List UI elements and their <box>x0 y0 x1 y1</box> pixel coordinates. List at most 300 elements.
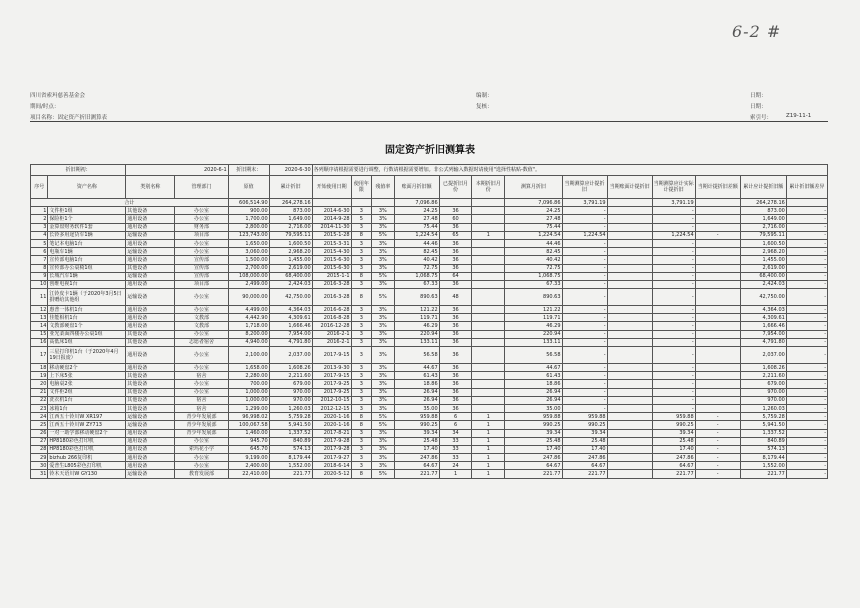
table-cell <box>695 380 740 388</box>
table-cell: 68,400.00 <box>269 272 312 280</box>
table-cell: 2017-9-15 <box>312 372 351 380</box>
table-cell: 办公室 <box>175 330 228 338</box>
table-cell: 办公室 <box>175 289 228 306</box>
table-cell: 890.63 <box>505 289 562 306</box>
table-cell: 办公室 <box>175 207 228 215</box>
table-cell: 959.88 <box>652 413 695 421</box>
table-cell: 索玛花小学 <box>175 445 228 453</box>
table-row <box>31 280 828 288</box>
table-cell: 1,337.52 <box>269 429 312 437</box>
table-cell: 1 <box>472 445 505 453</box>
table-cell: 959.88 <box>394 413 439 421</box>
table-cell <box>607 231 652 239</box>
table-cell: 36 <box>439 347 472 364</box>
table-cell: 8 <box>351 272 371 280</box>
table-cell: - <box>652 314 695 322</box>
column-header: 累计折旧额差异 <box>786 176 827 199</box>
table-cell <box>472 272 505 280</box>
table-cell: 970.00 <box>740 388 786 396</box>
table-cell: 3% <box>372 372 395 380</box>
table-row <box>31 347 828 364</box>
table-cell: 2,619.00 <box>269 264 312 272</box>
table-cell <box>695 404 740 412</box>
table-cell: 2014-11-30 <box>312 223 351 231</box>
table-cell: - <box>562 364 607 372</box>
table-cell: - <box>786 454 827 462</box>
table-cell: 3 <box>351 454 371 462</box>
table-cell: 840.89 <box>269 437 312 445</box>
table-cell: 2015-6-30 <box>312 256 351 264</box>
table-cell <box>695 338 740 346</box>
table-cell: 1 <box>472 231 505 239</box>
table-cell: 宣传部 <box>175 256 228 264</box>
table-cell <box>695 322 740 330</box>
table-cell <box>607 223 652 231</box>
table-cell: 其他设备 <box>126 404 175 412</box>
table-row <box>31 437 828 445</box>
table-cell: - <box>562 347 607 364</box>
table-cell: 64.67 <box>394 462 439 470</box>
table-cell: 108,000.00 <box>228 272 269 280</box>
table-cell: 宣传部电脑1台 <box>48 256 126 264</box>
table-cell: 5,941.50 <box>269 421 312 429</box>
table-row <box>31 306 828 314</box>
table-cell: 39.34 <box>562 429 607 437</box>
table-cell <box>472 347 505 364</box>
table-cell: 电瓶车1辆 <box>48 248 126 256</box>
table-cell: 65 <box>439 231 472 239</box>
table-row <box>31 231 828 239</box>
total-period-book: 3,791.19 <box>652 199 695 207</box>
period-end-label: 折旧期末： <box>228 165 269 176</box>
table-cell: 爱普生L805彩色打印机 <box>48 462 126 470</box>
table-cell: 29 <box>31 454 48 462</box>
project-name: 项目名称：固定资产折旧测算表 <box>30 115 108 121</box>
column-header: 当期计提折旧差额 <box>695 176 740 199</box>
table-cell: 3% <box>372 454 395 462</box>
table-cell: 26.94 <box>394 388 439 396</box>
table-cell: 3% <box>372 429 395 437</box>
table-cell: 22 <box>31 396 48 404</box>
table-cell: 44.46 <box>394 239 439 247</box>
table-cell: 82.45 <box>394 248 439 256</box>
table-cell: 江铃皮卡1辆（于2020年3月5日捐赠给其他组 <box>48 289 126 306</box>
table-cell: 3 <box>351 347 371 364</box>
table-cell <box>607 306 652 314</box>
table-cell: 96,998.02 <box>228 413 269 421</box>
table-cell: 27.48 <box>394 215 439 223</box>
table-cell: 19 <box>31 372 48 380</box>
table-cell: 通用设备 <box>126 306 175 314</box>
table-cell: 5,941.50 <box>740 421 786 429</box>
table-cell: 1,224.54 <box>562 231 607 239</box>
table-cell: 2,100.00 <box>228 347 269 364</box>
table-cell: 2015-3-31 <box>312 239 351 247</box>
table-cell: 通用设备 <box>126 280 175 288</box>
table-cell: - <box>562 380 607 388</box>
table-cell: 文教部硬盘1个 <box>48 322 126 330</box>
table-cell: 3% <box>372 330 395 338</box>
table-cell: 1 <box>472 421 505 429</box>
table-cell <box>472 404 505 412</box>
table-cell: 61.43 <box>394 372 439 380</box>
table-cell <box>472 207 505 215</box>
table-cell: - <box>786 364 827 372</box>
table-cell: 39.34 <box>505 429 562 437</box>
table-cell: 970.00 <box>269 388 312 396</box>
table-cell: 项目部 <box>175 280 228 288</box>
table-cell <box>695 256 740 264</box>
table-cell: 2017-9-28 <box>312 437 351 445</box>
column-header: 累计应计提折旧额 <box>740 176 786 199</box>
table-cell: 4,791.80 <box>740 338 786 346</box>
table-cell: 3% <box>372 462 395 470</box>
table-cell: 通用设备 <box>126 445 175 453</box>
total-period-calc: 3,791.19 <box>562 199 607 207</box>
table-cell: 8 <box>351 289 371 306</box>
table-cell: 3 <box>351 429 371 437</box>
table-cell: 2,400.00 <box>228 462 269 470</box>
period-start: 2020-6-1 <box>126 165 228 176</box>
period-start-label: 折旧期初： <box>31 165 126 176</box>
table-cell: 221.77 <box>562 470 607 478</box>
table-cell: 119.71 <box>394 314 439 322</box>
table-cell: 办公室 <box>175 239 228 247</box>
table-cell: - <box>652 396 695 404</box>
table-row <box>31 372 828 380</box>
table-cell: - <box>786 396 827 404</box>
table-cell: 宣传部办公桌椅1组 <box>48 264 126 272</box>
table-cell: 16 <box>31 338 48 346</box>
table-cell: 通用设备 <box>126 454 175 462</box>
column-header: 管理部门 <box>175 176 228 199</box>
table-cell: 通用设备 <box>126 314 175 322</box>
table-cell: 铃木天语川W GY130 <box>48 470 126 478</box>
table-cell: 青少年发展部 <box>175 429 228 437</box>
table-cell: 17.40 <box>652 445 695 453</box>
table-cell: - <box>786 289 827 306</box>
table-cell: - <box>562 330 607 338</box>
table-cell: 8 <box>351 231 371 239</box>
table-cell: 志愿者宿舍 <box>175 338 228 346</box>
table-cell: 36 <box>439 330 472 338</box>
table-cell: 5% <box>372 289 395 306</box>
table-row <box>31 380 828 388</box>
table-cell: - <box>652 372 695 380</box>
table-cell: 长铃多用途货车1辆 <box>48 231 126 239</box>
table-cell: 24.25 <box>394 207 439 215</box>
table-cell: 4,364.03 <box>269 306 312 314</box>
table-cell: - <box>562 215 607 223</box>
table-cell: - <box>786 437 827 445</box>
table-cell: 64 <box>439 272 472 280</box>
table-cell: 24 <box>439 462 472 470</box>
table-cell: 4,940.00 <box>228 338 269 346</box>
table-cell: - <box>786 429 827 437</box>
table-cell: 1,068.75 <box>394 272 439 280</box>
table-cell: 959.88 <box>562 413 607 421</box>
table-cell: 3% <box>372 347 395 364</box>
table-cell: 惠普一体机1台 <box>48 306 126 314</box>
table-cell: - <box>562 322 607 330</box>
table-cell <box>472 264 505 272</box>
table-cell: 2012-10-15 <box>312 396 351 404</box>
table-cell: 通用设备 <box>126 429 175 437</box>
table-row <box>31 338 828 346</box>
table-cell: 40.42 <box>394 256 439 264</box>
table-cell <box>472 396 505 404</box>
table-cell: 3% <box>372 388 395 396</box>
table-cell <box>472 330 505 338</box>
table-cell: 通用设备 <box>126 437 175 445</box>
table-cell: 3 <box>351 223 371 231</box>
table-cell: 办公室 <box>175 388 228 396</box>
table-cell: 1,460.00 <box>228 429 269 437</box>
table-cell: 247.86 <box>394 454 439 462</box>
table-cell: 文件柜1组 <box>48 207 126 215</box>
table-cell: - <box>652 248 695 256</box>
table-cell: - <box>562 280 607 288</box>
table-cell <box>472 223 505 231</box>
table-cell: 247.86 <box>652 454 695 462</box>
table-cell <box>695 388 740 396</box>
table-cell: 36 <box>439 280 472 288</box>
table-cell: 文教部 <box>175 314 228 322</box>
table-cell: 2,716.00 <box>269 223 312 231</box>
table-cell: 64.67 <box>652 462 695 470</box>
table-cell <box>607 207 652 215</box>
table-cell: - <box>652 256 695 264</box>
table-cell: 通用设备 <box>126 215 175 223</box>
table-cell: bizhub 266复印机 <box>48 454 126 462</box>
table-cell <box>695 396 740 404</box>
table-cell: 1,260.03 <box>740 404 786 412</box>
table-row <box>31 470 828 478</box>
table-cell <box>695 272 740 280</box>
table-cell: - <box>695 454 740 462</box>
table-cell: 33 <box>439 445 472 453</box>
table-cell: 3% <box>372 256 395 264</box>
table-cell: 2012-12-15 <box>312 404 351 412</box>
table-cell: 1,608.26 <box>740 364 786 372</box>
column-header: 累计折旧 <box>269 176 312 199</box>
table-cell: - <box>786 462 827 470</box>
table-cell: 2017-8-21 <box>312 429 351 437</box>
table-cell: 3 <box>351 380 371 388</box>
table-cell: 40.42 <box>505 256 562 264</box>
table-cell: 1,299.00 <box>228 404 269 412</box>
table-cell: 990.25 <box>394 421 439 429</box>
table-cell: 24.25 <box>505 207 562 215</box>
table-cell: 9,199.00 <box>228 454 269 462</box>
table-cell: - <box>695 462 740 470</box>
table-cell: 72.75 <box>505 264 562 272</box>
table-cell: 办公室 <box>175 347 228 364</box>
table-cell: 2017-9-25 <box>312 388 351 396</box>
table-cell <box>472 372 505 380</box>
table-cell: 1,718.00 <box>228 322 269 330</box>
table-cell: 1 <box>31 207 48 215</box>
table-cell: 其他设备 <box>126 388 175 396</box>
total-calc: 7,096.86 <box>505 199 562 207</box>
table-cell: 3 <box>351 306 371 314</box>
table-cell: 3 <box>351 314 371 322</box>
table-cell: 3% <box>372 248 395 256</box>
table-cell: 1,455.00 <box>740 256 786 264</box>
table-cell: 1,600.50 <box>269 239 312 247</box>
table-cell <box>607 388 652 396</box>
table-cell: 121.22 <box>394 306 439 314</box>
column-header-row <box>31 176 828 199</box>
table-cell: 44.46 <box>505 239 562 247</box>
table-cell: 645.70 <box>228 445 269 453</box>
table-cell: - <box>786 280 827 288</box>
table-cell: 青少年发展部 <box>175 413 228 421</box>
table-cell: 31 <box>31 470 48 478</box>
table-cell: 8 <box>31 264 48 272</box>
prepared-by: 编制： <box>476 93 493 99</box>
table-cell: 4 <box>31 231 48 239</box>
table-cell: 35.00 <box>394 404 439 412</box>
table-cell: 33 <box>439 454 472 462</box>
table-cell <box>472 256 505 264</box>
table-cell: 133.11 <box>505 338 562 346</box>
table-cell: - <box>786 388 827 396</box>
table-cell: 20 <box>31 380 48 388</box>
table-cell: 221.77 <box>740 470 786 478</box>
table-cell <box>472 364 505 372</box>
table-cell: 2014-6-30 <box>312 207 351 215</box>
table-cell: 3% <box>372 364 395 372</box>
column-header: 已提折旧月份 <box>439 176 472 199</box>
table-cell: 4,499.00 <box>228 306 269 314</box>
table-cell: - <box>786 215 827 223</box>
table-cell <box>607 421 652 429</box>
table-cell: - <box>695 421 740 429</box>
table-cell: 3 <box>351 437 371 445</box>
table-cell: 2016-3-28 <box>312 280 351 288</box>
table-cell: 24 <box>31 413 48 421</box>
table-cell: - <box>562 256 607 264</box>
table-cell: - <box>562 396 607 404</box>
table-cell: - <box>652 380 695 388</box>
table-cell <box>607 429 652 437</box>
table-cell <box>472 289 505 306</box>
table-cell: 1 <box>472 470 505 478</box>
table-cell: - <box>695 445 740 453</box>
table-row <box>31 462 828 470</box>
table-cell <box>607 289 652 306</box>
table-cell: 2,424.03 <box>740 280 786 288</box>
table-cell: - <box>786 306 827 314</box>
table-cell: 60 <box>439 215 472 223</box>
table-cell: 5% <box>372 413 395 421</box>
table-cell <box>607 256 652 264</box>
table-cell: 1 <box>472 462 505 470</box>
total-monthly: 7,096.86 <box>394 199 439 207</box>
table-cell: 2,968.20 <box>740 248 786 256</box>
table-cell: 办公室 <box>175 364 228 372</box>
table-cell: 56.58 <box>394 347 439 364</box>
table-cell: - <box>562 239 607 247</box>
table-cell: 10 <box>31 280 48 288</box>
table-row <box>31 223 828 231</box>
total-acc: 264,278.16 <box>269 199 312 207</box>
table-cell: 办公室 <box>175 462 228 470</box>
table-cell: 14 <box>31 322 48 330</box>
table-cell: 36 <box>439 322 472 330</box>
table-cell: 4,791.80 <box>269 338 312 346</box>
date-1: 日期： <box>750 93 767 99</box>
table-cell: 42,750.00 <box>269 289 312 306</box>
table-cell: 990.25 <box>652 421 695 429</box>
table-cell: - <box>652 223 695 231</box>
table-cell: 宣传部 <box>175 264 228 272</box>
table-cell <box>695 280 740 288</box>
table-cell: 冰箱1台 <box>48 404 126 412</box>
table-row <box>31 272 828 280</box>
table-row <box>31 454 828 462</box>
table-cell: 通用设备 <box>126 322 175 330</box>
table-cell: 2,424.03 <box>269 280 312 288</box>
table-cell <box>607 272 652 280</box>
table-cell: 1,658.00 <box>228 364 269 372</box>
table-cell: 5% <box>372 231 395 239</box>
table-cell <box>695 306 740 314</box>
table-cell: 48 <box>439 289 472 306</box>
table-cell: 123,743.00 <box>228 231 269 239</box>
column-header: 资产名称 <box>48 176 126 199</box>
table-cell <box>472 239 505 247</box>
table-cell: - <box>786 470 827 478</box>
table-cell: 1,649.00 <box>269 215 312 223</box>
table-cell: 2,211.60 <box>269 372 312 380</box>
table-cell: 教育发展部 <box>175 470 228 478</box>
table-cell <box>607 404 652 412</box>
table-row <box>31 322 828 330</box>
table-cell: 7,954.00 <box>269 330 312 338</box>
table-cell: 1,608.26 <box>269 364 312 372</box>
table-cell <box>607 380 652 388</box>
column-header: 测算月折旧 <box>505 176 562 199</box>
table-cell: 运输设备 <box>126 231 175 239</box>
table-cell: 36 <box>439 207 472 215</box>
table-cell: 3% <box>372 437 395 445</box>
table-row <box>31 215 828 223</box>
table-row <box>31 429 828 437</box>
table-row <box>31 314 828 322</box>
table-cell: 办公室 <box>175 306 228 314</box>
column-header: 类别名称 <box>126 176 175 199</box>
table-cell <box>607 372 652 380</box>
table-cell: 56.58 <box>505 347 562 364</box>
table-cell: 7 <box>31 256 48 264</box>
table-cell: 36 <box>439 380 472 388</box>
table-cell: 3% <box>372 239 395 247</box>
table-cell: - <box>562 388 607 396</box>
table-cell: - <box>695 231 740 239</box>
table-cell: 25 <box>31 421 48 429</box>
table-cell: 873.00 <box>740 207 786 215</box>
table-cell: 34 <box>439 429 472 437</box>
instruction-note: 各列顺序请根据需要进行调整，行数请根据需要增加。非公式列输入数据时请使用"选择性粘贴-数值"。 <box>312 165 827 176</box>
table-cell: 2,499.00 <box>228 280 269 288</box>
table-cell: 办公室 <box>175 437 228 445</box>
table-cell: - <box>652 330 695 338</box>
table-cell: 3% <box>372 380 395 388</box>
table-cell: 运输设备 <box>126 272 175 280</box>
table-cell: 1,666.46 <box>740 322 786 330</box>
